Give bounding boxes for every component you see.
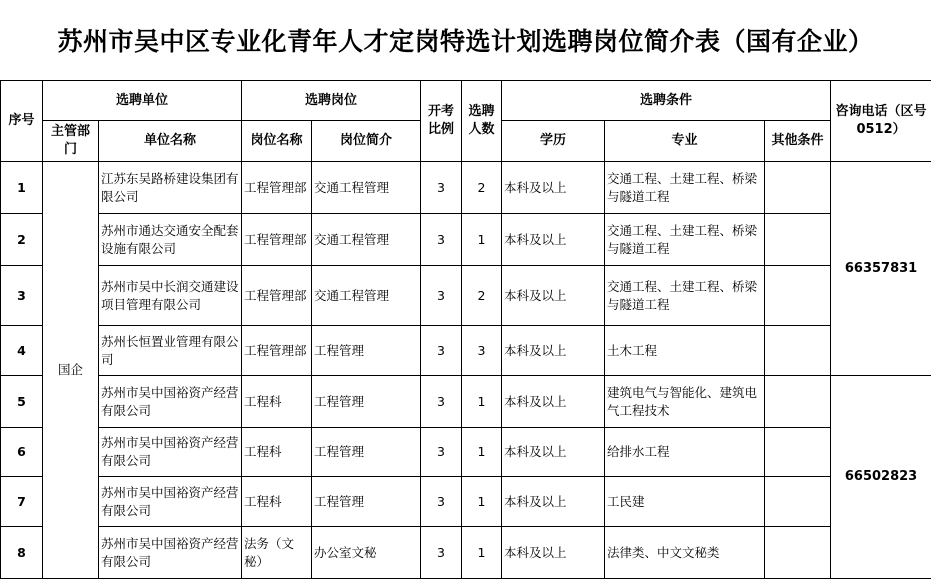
row-desc: 交通工程管理 [312,266,421,326]
row-seq: 7 [1,477,43,527]
row-count: 1 [462,214,502,266]
row-other [765,326,831,376]
row-seq: 2 [1,214,43,266]
row-major: 法律类、中文文秘类 [605,527,765,579]
row-desc: 工程管理 [312,376,421,428]
row-other [765,527,831,579]
row-post: 工程管理部 [242,266,312,326]
row-desc: 工程管理 [312,428,421,477]
header-seq: 序号 [1,81,43,162]
row-unit: 苏州市通达交通安全配套设施有限公司 [99,214,242,266]
table-row [1,266,931,326]
row-count: 1 [462,527,502,579]
row-edu: 本科及以上 [502,214,605,266]
row-count: 1 [462,477,502,527]
row-ratio: 3 [421,428,462,477]
row-seq: 8 [1,527,43,579]
row-ratio: 3 [421,527,462,579]
row-unit: 苏州市吴中国裕资产经营有限公司 [99,376,242,428]
row-edu: 本科及以上 [502,376,605,428]
positions-table [0,80,931,579]
row-major: 给排水工程 [605,428,765,477]
row-unit: 苏州市吴中国裕资产经营有限公司 [99,477,242,527]
table-row [1,527,931,579]
header-other: 其他条件 [765,121,831,162]
row-edu: 本科及以上 [502,527,605,579]
row-major: 交通工程、土建工程、桥梁与隧道工程 [605,266,765,326]
row-unit: 苏州市吴中国裕资产经营有限公司 [99,428,242,477]
table-row [1,214,931,266]
row-post: 工程科 [242,376,312,428]
row-ratio: 3 [421,162,462,214]
row-seq: 1 [1,162,43,214]
header-education: 学历 [502,121,605,162]
row-major: 交通工程、土建工程、桥梁与隧道工程 [605,214,765,266]
phone-cell: 66502823 [831,376,931,579]
header-unit-name: 单位名称 [99,121,242,162]
row-major: 工民建 [605,477,765,527]
header-major: 专业 [605,121,765,162]
row-edu: 本科及以上 [502,428,605,477]
row-unit: 苏州市吴中长润交通建设项目管理有限公司 [99,266,242,326]
row-other [765,376,831,428]
row-desc: 交通工程管理 [312,214,421,266]
row-seq: 6 [1,428,43,477]
header-post-desc: 岗位简介 [312,121,421,162]
row-other [765,214,831,266]
row-count: 1 [462,376,502,428]
row-other [765,477,831,527]
row-ratio: 3 [421,214,462,266]
header-cond-group: 选聘条件 [502,81,831,121]
row-ratio: 3 [421,376,462,428]
row-major: 土木工程 [605,326,765,376]
table-row [1,326,931,376]
table-row [1,376,931,428]
row-post: 工程科 [242,477,312,527]
row-post: 工程科 [242,428,312,477]
row-unit: 江苏东吴路桥建设集团有限公司 [99,162,242,214]
header-phone: 咨询电话（区号0512） [831,81,931,162]
row-edu: 本科及以上 [502,266,605,326]
row-ratio: 3 [421,266,462,326]
row-ratio: 3 [421,477,462,527]
row-other [765,162,831,214]
row-other [765,266,831,326]
row-seq: 5 [1,376,43,428]
row-edu: 本科及以上 [502,477,605,527]
header-unit-group: 选聘单位 [43,81,242,121]
phone-cell: 66357831 [831,162,931,376]
header-dept: 主管部门 [43,121,99,162]
header-post-group: 选聘岗位 [242,81,421,121]
row-desc: 工程管理 [312,477,421,527]
row-seq: 4 [1,326,43,376]
row-desc: 办公室文秘 [312,527,421,579]
row-major: 交通工程、土建工程、桥梁与隧道工程 [605,162,765,214]
table-row [1,162,931,214]
row-post: 工程管理部 [242,162,312,214]
row-desc: 交通工程管理 [312,162,421,214]
row-post: 法务（文秘） [242,527,312,579]
row-seq: 3 [1,266,43,326]
row-post: 工程管理部 [242,214,312,266]
row-edu: 本科及以上 [502,162,605,214]
table-row [1,428,931,477]
row-unit: 苏州市吴中国裕资产经营有限公司 [99,527,242,579]
row-unit: 苏州长恒置业管理有限公司 [99,326,242,376]
row-count: 1 [462,428,502,477]
dept-cell: 国企 [43,162,99,579]
header-count: 选聘人数 [462,81,502,162]
header-ratio: 开考比例 [421,81,462,162]
page-title: 苏州市吴中区专业化青年人才定岗特选计划选聘岗位简介表（国有企业） [57,27,874,56]
row-post: 工程管理部 [242,326,312,376]
row-count: 2 [462,266,502,326]
row-other [765,428,831,477]
row-count: 3 [462,326,502,376]
table-row [1,477,931,527]
row-desc: 工程管理 [312,326,421,376]
row-ratio: 3 [421,326,462,376]
header-post-name: 岗位名称 [242,121,312,162]
row-major: 建筑电气与智能化、建筑电气工程技术 [605,376,765,428]
row-count: 2 [462,162,502,214]
row-edu: 本科及以上 [502,326,605,376]
